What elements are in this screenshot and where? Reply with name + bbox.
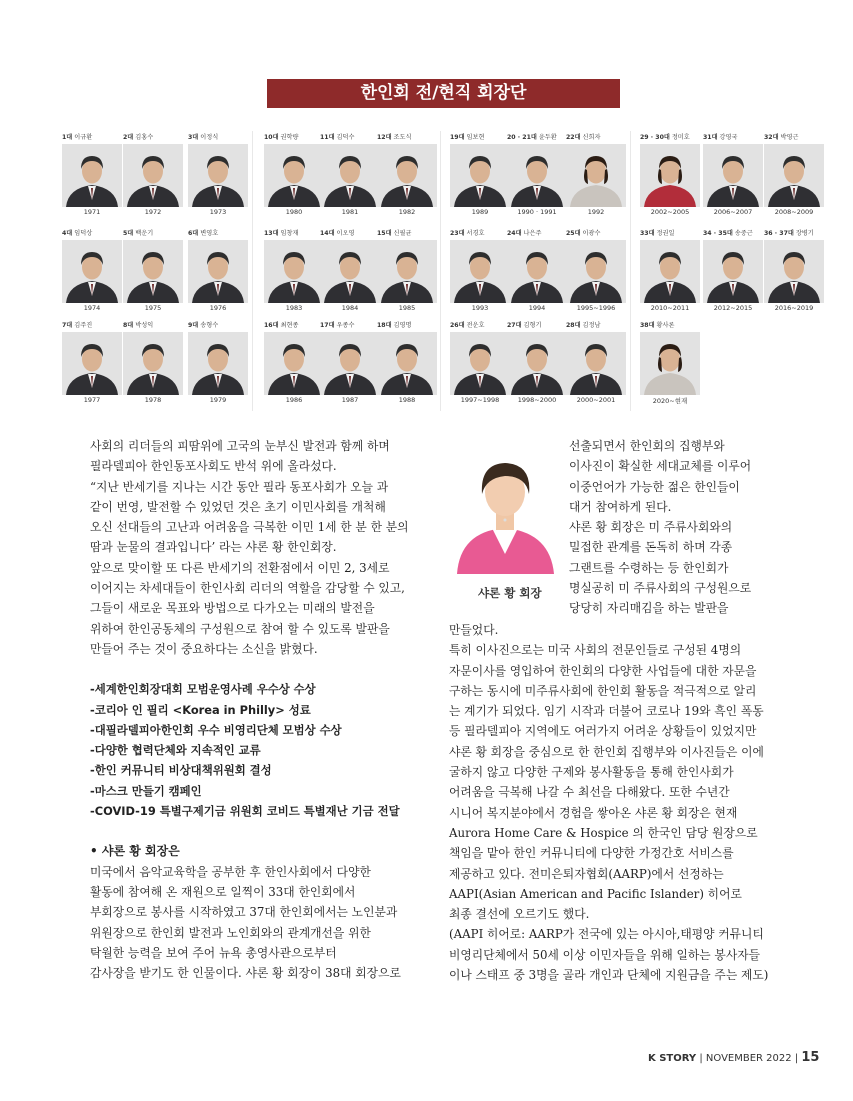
president-label — [507, 131, 567, 144]
president-name: 나은주 — [521, 230, 542, 237]
term-years: 1973 — [209, 208, 227, 216]
text-line: 최종 결선에 오르기도 했다. — [449, 907, 590, 922]
president-card — [62, 131, 122, 221]
president-card — [450, 319, 510, 409]
text-line: 필라델피아 한인동포사회도 반석 위에 올라섰다. — [90, 459, 337, 474]
president-name: 김형기 — [521, 322, 542, 329]
president-name: 백운기 — [133, 230, 154, 237]
term-number: 1대 — [62, 134, 73, 141]
text-line: (AAPI 히어로: AARP가 전국에 있는 아시아,태평양 커뮤니티 — [449, 927, 764, 942]
president-name: 이규환 — [72, 134, 93, 141]
text-line: 자문이사를 영입하여 한인회의 다양한 사업들에 대한 자문을 — [449, 663, 757, 678]
text-line: 사회의 리더들의 피땀위에 고국의 눈부신 발전과 함께 하며 — [90, 439, 390, 453]
president-label — [123, 319, 183, 332]
text-line: 땀과 눈물의 결과입니다’ 라는 샤론 황 한인회장. — [90, 540, 337, 555]
president-photo — [640, 332, 700, 395]
text-line: 감사장을 받기도 한 인물이다. 샤론 황 회장이 38대 회장으로 — [90, 966, 401, 981]
term-years: 1987 — [341, 396, 359, 404]
text-line: AAPI(Asian American and Pacific Islander) 히어로 — [449, 886, 742, 901]
president-label — [123, 227, 183, 240]
term-number: 23대 — [450, 230, 465, 237]
president-card — [507, 319, 567, 409]
president-card — [566, 131, 626, 221]
president-label — [640, 131, 700, 144]
president-photo — [188, 332, 248, 395]
text-line: 이나 스태프 중 3명을 골라 개인과 단체에 지원금을 주는 제도) — [449, 968, 769, 983]
president-name: 강영국 — [717, 134, 738, 141]
text-line: 그랜트를 수령하는 등 한인회가 — [569, 560, 729, 575]
term-number: 4대 — [62, 230, 73, 237]
text-line: 는 계기가 되었다. 임기 시작과 더불어 코로나 19와 흑인 폭동 — [449, 704, 764, 719]
page-number: 15 — [801, 1050, 820, 1065]
president-label — [188, 319, 248, 332]
president-name: 조도식 — [391, 134, 412, 141]
president-card — [123, 131, 183, 221]
president-photo — [764, 240, 824, 303]
president-name: 임창재 — [278, 230, 299, 237]
term-years: 1995~1996 — [576, 304, 616, 312]
president-card — [264, 131, 324, 221]
president-label — [640, 319, 700, 332]
president-photo — [566, 332, 626, 395]
president-card — [123, 227, 183, 317]
text-line: 당당히 자리매김을 하는 발판을 — [569, 601, 729, 616]
president-card — [640, 131, 700, 221]
intro-paragraph — [90, 436, 430, 659]
term-years: 1998~2000 — [517, 396, 557, 404]
text-line: 샤론 황 회장을 중심으로 한 한인회 집행부와 이사진들은 이에 — [449, 744, 764, 759]
president-photo — [320, 332, 380, 395]
text-line: 대거 참여하게 된다. — [569, 499, 672, 514]
president-label — [507, 227, 567, 240]
term-years: 1976 — [209, 304, 227, 312]
text-line: 앞으로 맞이할 또 다른 반세기의 전환점에서 이민 2, 3세로 — [90, 560, 390, 575]
term-years: 1989 — [471, 208, 489, 216]
term-years: 1992 — [587, 208, 605, 216]
text-line: 제공하고 있다. 전미은퇴자협회(AARP)에서 선정하는 — [449, 866, 724, 881]
president-name: 이오영 — [334, 230, 355, 237]
president-card — [264, 319, 324, 409]
grid-divider — [440, 131, 441, 411]
president-label — [320, 227, 380, 240]
text-line: 오신 선대들의 고난과 어려움을 극복한 이민 1세 한 분 한 분의 — [90, 520, 409, 535]
president-label — [188, 227, 248, 240]
term-number: 17대 — [320, 322, 335, 329]
president-photo — [62, 144, 122, 207]
term-years: 1975 — [144, 304, 162, 312]
term-number: 2대 — [123, 134, 134, 141]
president-name: 황사론 — [654, 322, 675, 329]
term-years: 1971 — [83, 208, 101, 216]
text-line: 이사진이 확실한 세대교체를 이루어 — [569, 459, 752, 474]
president-label — [377, 131, 437, 144]
term-years: 1993 — [471, 304, 489, 312]
text-line: 샤론 황 회장은 미 주류사회와의 — [569, 520, 733, 535]
president-name: 송중근 — [732, 230, 753, 237]
term-years: 1988 — [398, 396, 416, 404]
footer-divider: | — [794, 1053, 802, 1064]
president-name: 신필균 — [391, 230, 412, 237]
text-line: 굴하지 않고 다양한 구제와 봉사활동을 통해 한인사회가 — [449, 765, 734, 780]
term-number: 38대 — [640, 322, 655, 329]
president-name: 송형수 — [198, 322, 219, 329]
term-years: 1986 — [285, 396, 303, 404]
issue-date: NOVEMBER 2022 — [705, 1053, 792, 1064]
president-name: 김영명 — [391, 322, 412, 329]
president-label — [123, 131, 183, 144]
text-line: -다양한 협력단체와 지속적인 교류 — [90, 743, 261, 758]
president-name: 서경호 — [464, 230, 485, 237]
text-line: 시니어 복지분야에서 경험을 쌓아온 샤론 황 회장은 현재 — [449, 805, 738, 820]
term-years: 1997~1998 — [460, 396, 500, 404]
term-number: 22대 — [566, 134, 581, 141]
president-name: 최현종 — [278, 322, 299, 329]
text-line: 구하는 동시에 미주류사회에 한인회 활동을 적극적으로 알리 — [449, 683, 757, 698]
president-photo — [377, 144, 437, 207]
text-line: 이중언어가 가능한 젊은 한인들이 — [569, 479, 740, 494]
president-name: 임덕상 — [72, 230, 93, 237]
achievements-list — [90, 679, 430, 821]
text-line: 이어지는 차세대들이 한인사회 리더의 역할을 감당할 수 있고, — [90, 581, 405, 596]
president-card — [320, 227, 380, 317]
text-line: Aurora Home Care & Hospice 의 한국인 담당 원장으로 — [449, 825, 758, 840]
president-label — [566, 319, 626, 332]
president-photo — [507, 332, 567, 395]
portrait-caption: 샤론 황 회장 — [478, 586, 542, 600]
president-label — [188, 131, 248, 144]
term-years: 2012~2015 — [713, 304, 753, 312]
president-photo — [450, 240, 510, 303]
grid-divider — [630, 131, 631, 411]
president-photo — [188, 144, 248, 207]
president-label — [450, 131, 510, 144]
president-name: 전운호 — [464, 322, 485, 329]
president-photo — [764, 144, 824, 207]
text-line: 비영리단체에서 50세 이상 이민자들을 위해 일하는 봉사자들 — [449, 947, 761, 962]
president-label — [62, 227, 122, 240]
right-column — [449, 620, 789, 985]
president-photo — [188, 240, 248, 303]
president-card — [188, 319, 248, 409]
president-label — [320, 131, 380, 144]
term-number: 19대 — [450, 134, 465, 141]
president-label — [764, 227, 824, 240]
president-label — [264, 319, 324, 332]
president-label — [450, 227, 510, 240]
text-line: 위하여 한인공동체의 구성원으로 참여 할 수 있도록 발판을 — [90, 621, 390, 636]
president-photo — [377, 332, 437, 395]
president-card — [450, 131, 510, 221]
president-name: 권학량 — [278, 134, 299, 141]
term-number: 27대 — [507, 322, 522, 329]
term-number: 31대 — [703, 134, 718, 141]
text-line: 그들이 새로운 목표와 방법으로 다가오는 미래의 발전을 — [90, 601, 375, 616]
term-number: 3대 — [188, 134, 199, 141]
president-photo — [507, 240, 567, 303]
president-card — [566, 319, 626, 409]
president-name: 박성익 — [133, 322, 154, 329]
president-photo — [264, 144, 324, 207]
text-line: -세계한인회장대회 모범운영사례 우수상 수상 — [90, 682, 316, 697]
term-number: 9대 — [188, 322, 199, 329]
president-card — [320, 131, 380, 221]
president-card — [377, 131, 437, 221]
president-name: 윤두환 — [536, 134, 557, 141]
president-label — [640, 227, 700, 240]
text-line: -대필라델피아한인회 우수 비영리단체 모범상 수상 — [90, 722, 342, 737]
term-number: 26대 — [450, 322, 465, 329]
president-card — [507, 227, 567, 317]
term-number: 6대 — [188, 230, 199, 237]
term-number: 34 · 35대 — [703, 230, 733, 237]
term-number: 18대 — [377, 322, 392, 329]
president-card — [62, 319, 122, 409]
term-years: 2016~2019 — [774, 304, 814, 312]
text-line: 명실공히 미 주류사회의 구성원으로 — [569, 581, 752, 596]
president-label — [264, 131, 324, 144]
text-line: 특히 이사진으로는 미국 사회의 전문인들로 구성된 4명의 — [449, 643, 742, 658]
footer-divider: | — [699, 1053, 706, 1064]
president-label — [566, 131, 626, 144]
president-photo — [566, 144, 626, 207]
president-label — [377, 319, 437, 332]
text-line: “지난 반세기를 지나는 시간 동안 필라 동포사회가 오늘 과 — [90, 479, 389, 494]
president-label — [507, 319, 567, 332]
term-number: 36 · 37대 — [764, 230, 794, 237]
term-years: 1972 — [144, 208, 162, 216]
president-photo — [123, 240, 183, 303]
president-photo — [62, 240, 122, 303]
president-name: 김정남 — [580, 322, 601, 329]
president-name: 장병기 — [793, 230, 814, 237]
president-card — [566, 227, 626, 317]
term-number: 20 · 21대 — [507, 134, 537, 141]
text-line: 위원장으로 한인회 발전과 노인회와의 관계개선을 위한 — [90, 925, 371, 940]
term-years: 1978 — [144, 396, 162, 404]
president-photo — [320, 240, 380, 303]
president-label — [320, 319, 380, 332]
president-name: 정미호 — [669, 134, 690, 141]
term-number: 10대 — [264, 134, 279, 141]
president-card — [703, 227, 763, 317]
portrait-photo — [452, 436, 559, 574]
grid-divider — [252, 131, 253, 411]
president-card — [507, 131, 567, 221]
text-line: -코리아 인 필리 <Korea in Philly> 성료 — [90, 702, 311, 717]
term-number: 11대 — [320, 134, 335, 141]
left-column — [90, 436, 430, 983]
president-photo — [703, 240, 763, 303]
term-years: 1983 — [285, 304, 303, 312]
president-card — [264, 227, 324, 317]
right-column-top — [569, 436, 779, 619]
term-years: 2002~2005 — [650, 208, 690, 216]
president-photo — [264, 332, 324, 395]
president-name: 변영호 — [198, 230, 219, 237]
president-card — [377, 319, 437, 409]
president-photo — [264, 240, 324, 303]
president-photo — [62, 332, 122, 395]
text-line: 탁월한 능력을 보여 주어 뉴욕 총영사관으로부터 — [90, 945, 337, 960]
president-card — [188, 227, 248, 317]
president-label — [264, 227, 324, 240]
term-number: 5대 — [123, 230, 134, 237]
president-photo — [703, 144, 763, 207]
term-years: 1985 — [398, 304, 416, 312]
text-line: 선출되면서 한인회의 집행부와 — [569, 439, 725, 453]
president-card — [764, 131, 824, 221]
president-name: 김주진 — [72, 322, 93, 329]
term-number: 28대 — [566, 322, 581, 329]
president-card — [320, 319, 380, 409]
term-number: 24대 — [507, 230, 522, 237]
president-label — [377, 227, 437, 240]
president-photo — [450, 144, 510, 207]
term-number: 8대 — [123, 322, 134, 329]
profile-paragraph — [90, 862, 430, 984]
president-photo — [377, 240, 437, 303]
term-years: 1979 — [209, 396, 227, 404]
president-photo — [123, 332, 183, 395]
page-footer — [648, 1050, 819, 1065]
term-years: 1980 — [285, 208, 303, 216]
president-name: 김홍수 — [133, 134, 154, 141]
text-line: 등 필라델피아 지역에도 여러가지 어려운 상황들이 있었지만 — [449, 724, 757, 739]
president-name: 우종수 — [334, 322, 355, 329]
term-number: 12대 — [377, 134, 392, 141]
president-name: 이광수 — [580, 230, 601, 237]
president-photo — [640, 240, 700, 303]
term-number: 25대 — [566, 230, 581, 237]
term-years: 2008~2009 — [774, 208, 814, 216]
term-years: 1982 — [398, 208, 416, 216]
president-label — [703, 227, 763, 240]
profile-title: • 샤론 황 회장은 — [90, 844, 180, 859]
section-banner: 한인회 전/현직 회장단 — [267, 79, 620, 108]
president-name: 정권일 — [654, 230, 675, 237]
term-number: 7대 — [62, 322, 73, 329]
president-photo — [123, 144, 183, 207]
text-line: 어려움을 극복해 나갈 수 최선을 다해왔다. 또한 수년간 — [449, 785, 730, 800]
president-card — [764, 227, 824, 317]
term-number: 13대 — [264, 230, 279, 237]
term-number: 33대 — [640, 230, 655, 237]
president-card — [640, 319, 700, 409]
text-line: 밀접한 관계를 돈독히 하며 각종 — [569, 540, 733, 555]
term-years: 2000~2001 — [576, 396, 616, 404]
term-number: 16대 — [264, 322, 279, 329]
term-number: 32대 — [764, 134, 779, 141]
president-name: 신희자 — [580, 134, 601, 141]
president-photo — [566, 240, 626, 303]
president-label — [62, 131, 122, 144]
term-years: 2020~현재 — [652, 397, 688, 405]
president-label — [703, 131, 763, 144]
president-name: 이정식 — [198, 134, 219, 141]
term-years: 2006~2007 — [713, 208, 753, 216]
text-line: 활동에 참여해 온 재원으로 일찍이 33대 한인회에서 — [90, 884, 356, 899]
term-number: 29 · 30대 — [640, 134, 670, 141]
term-years: 1990 · 1991 — [517, 208, 557, 216]
president-name: 김덕수 — [334, 134, 355, 141]
text-line: 책임을 맡아 한인 커뮤니티에 다양한 가정간호 서비스를 — [449, 846, 734, 861]
president-card — [640, 227, 700, 317]
text-line: -한인 커뮤니티 비상대책위원회 결성 — [90, 763, 272, 778]
term-years: 1984 — [341, 304, 359, 312]
president-label — [450, 319, 510, 332]
president-card — [703, 131, 763, 221]
text-line: 부회장으로 봉사를 시작하였고 37대 한인회에서는 노인분과 — [90, 905, 398, 920]
text-line: -마스크 만들기 캠페인 — [90, 783, 202, 798]
term-years: 1994 — [528, 304, 546, 312]
president-name: 임보현 — [464, 134, 485, 141]
text-line: -COVID-19 특별구제기금 위원회 코비드 특별재난 기금 전달 — [90, 804, 400, 819]
term-years: 1981 — [341, 208, 359, 216]
president-card — [450, 227, 510, 317]
text-line: 만들었다. — [449, 623, 499, 637]
president-label — [62, 319, 122, 332]
president-photo — [640, 144, 700, 207]
president-card — [188, 131, 248, 221]
president-card — [377, 227, 437, 317]
president-photo — [507, 144, 567, 207]
president-label — [566, 227, 626, 240]
term-years: 1977 — [83, 396, 101, 404]
president-photo — [320, 144, 380, 207]
president-card — [123, 319, 183, 409]
term-years: 2010~2011 — [650, 304, 690, 312]
magazine-name: K STORY — [648, 1053, 697, 1064]
term-number: 14대 — [320, 230, 335, 237]
text-line: 같이 번영, 발전할 수 있었던 것은 초기 이민사회를 개척해 — [90, 499, 386, 514]
term-number: 15대 — [377, 230, 392, 237]
text-line: 만들어 주는 것이 중요하다는 소신을 밝혔다. — [90, 641, 318, 656]
president-photo — [450, 332, 510, 395]
president-name: 박영근 — [778, 134, 799, 141]
term-years: 1974 — [83, 304, 101, 312]
president-label — [764, 131, 824, 144]
president-card — [62, 227, 122, 317]
text-line: 미국에서 음악교육학을 공부한 후 한인사회에서 다양한 — [90, 864, 371, 879]
